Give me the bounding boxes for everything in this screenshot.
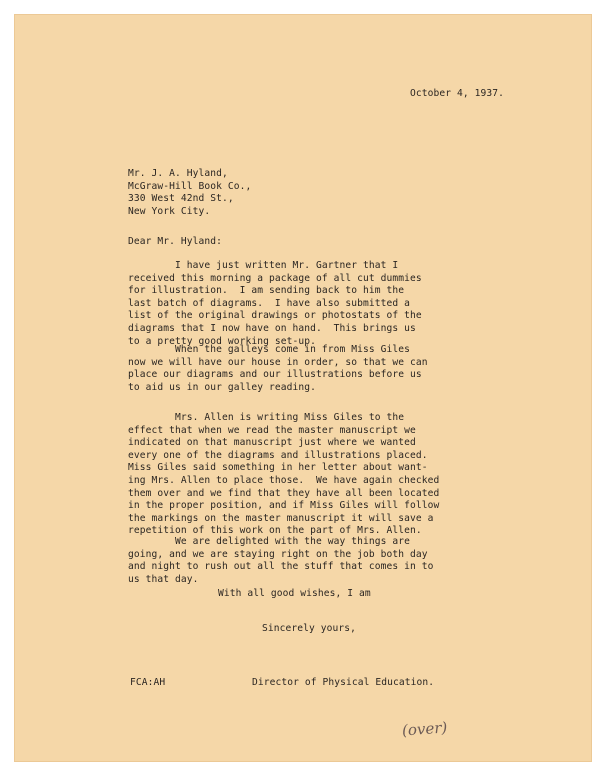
paragraph-line: received this morning a package of all cut dummies	[128, 272, 422, 284]
paragraph-line: list of the original drawings or photostats of the	[128, 310, 422, 322]
body-paragraph-1	[128, 260, 422, 348]
address-line: New York City.	[128, 205, 211, 217]
paragraph-line: place our diagrams and our illustrations before us	[128, 369, 422, 381]
paragraph-line: We are delighted with the way things are	[128, 536, 411, 547]
paragraph-line: the markings on the master manuscript it will save a	[128, 512, 434, 524]
body-paragraph-2	[128, 344, 428, 394]
paragraph-line: ing Mrs. Allen to place those. We have again checked	[128, 474, 440, 486]
paragraph-line: in the proper position, and if Miss Giles will follow	[128, 500, 440, 512]
paragraph-line: I have just written Mr. Gartner that I	[128, 260, 399, 271]
address-line: McGraw-Hill Book Co.,	[128, 180, 252, 192]
paragraph-line: Mrs. Allen is writing Miss Giles to the	[128, 412, 405, 423]
paragraph-line: effect that when we read the master manuscript we	[128, 424, 416, 436]
paragraph-line: Miss Giles said something in her letter about want-	[128, 462, 428, 474]
paragraph-line: every one of the diagrams and illustrations placed.	[128, 449, 428, 461]
paragraph-line: repetition of this work on the part of Mrs. Allen.	[128, 525, 422, 537]
paragraph-line: indicated on that manuscript just where we wanted	[128, 437, 416, 449]
paragraph-line: us that day.	[128, 573, 199, 585]
recipient-address	[128, 168, 251, 218]
address-line: 330 West 42nd St.,	[128, 193, 234, 205]
paragraph-line: for illustration. I am sending back to him the	[128, 285, 405, 297]
paragraph-line: and night to rush out all the stuff that comes in to	[128, 561, 434, 573]
body-paragraph-4	[128, 536, 434, 586]
complimentary-close: Sincerely yours,	[262, 623, 357, 634]
closing-line: With all good wishes, I am	[218, 588, 371, 599]
paragraph-line: to aid us in our galley reading.	[128, 381, 317, 393]
paragraph-line: last batch of diagrams. I have also submitted a	[128, 297, 411, 309]
body-paragraph-3	[128, 412, 439, 538]
salutation: Dear Mr. Hyland:	[128, 236, 223, 247]
paragraph-line: them over and we find that they have all been located	[128, 487, 440, 499]
paragraph-line: now we will have our house in order, so that we can	[128, 356, 428, 368]
paragraph-line: When the galleys come in from Miss Giles	[128, 344, 411, 355]
paragraph-line: going, and we are staying right on the job both day	[128, 548, 428, 560]
paragraph-line: to a pretty good working set-up.	[128, 335, 317, 347]
letter-date: October 4, 1937.	[410, 88, 505, 99]
signature-title: Director of Physical Education.	[252, 677, 435, 688]
address-line: Mr. J. A. Hyland,	[128, 168, 228, 179]
handwritten-note-text: (over)	[401, 718, 448, 740]
handwritten-over-note	[398, 710, 480, 744]
reference-initials: FCA:AH	[130, 677, 166, 688]
paragraph-line: diagrams that I now have on hand. This brings us	[128, 322, 416, 334]
